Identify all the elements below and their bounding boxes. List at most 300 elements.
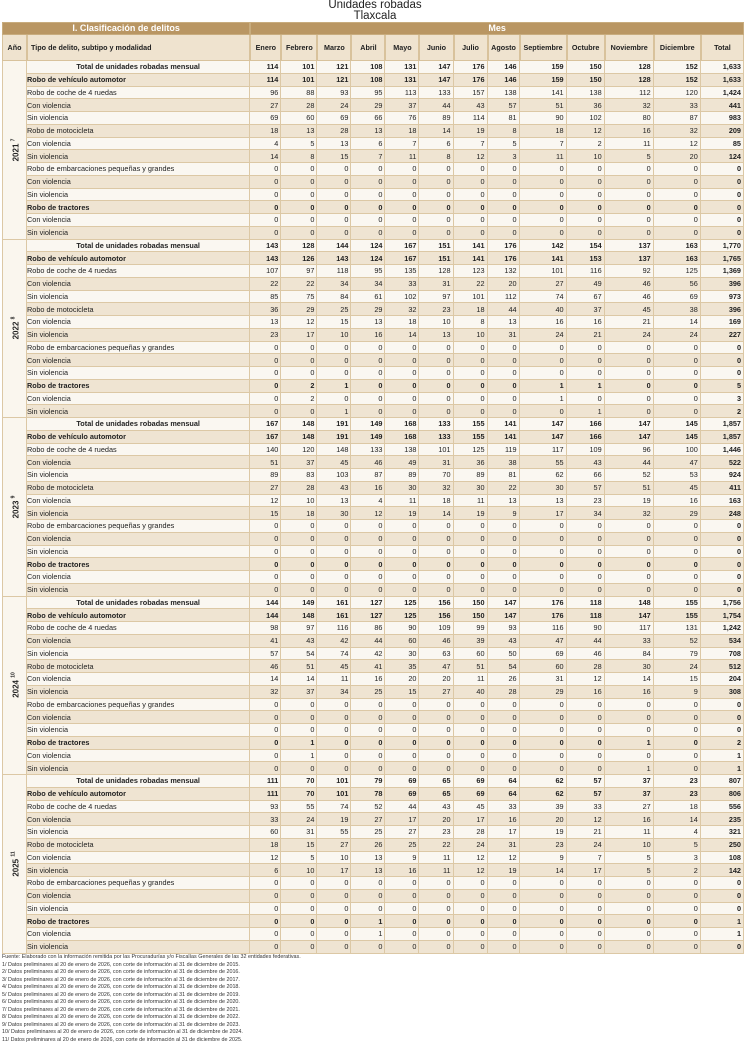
value-cell: 0 <box>250 367 281 380</box>
value-cell: 0 <box>250 584 281 597</box>
value-cell: 0 <box>385 558 419 571</box>
value-cell: 0 <box>488 214 520 227</box>
table-row <box>2 686 744 699</box>
value-cell: 0 <box>385 342 419 355</box>
total-cell: 2 <box>701 737 744 750</box>
table-body <box>2 61 744 954</box>
value-cell: 34 <box>317 278 351 291</box>
value-cell: 9 <box>520 852 567 865</box>
report-title <box>0 0 750 22</box>
value-cell: 13 <box>351 852 385 865</box>
value-cell: 34 <box>317 686 351 699</box>
table-row <box>2 240 744 253</box>
value-cell: 0 <box>605 214 654 227</box>
value-cell: 124 <box>351 240 385 253</box>
table-row <box>2 648 744 661</box>
value-cell: 16 <box>351 482 385 495</box>
table-row <box>2 941 744 954</box>
value-cell: 168 <box>385 431 419 444</box>
value-cell: 141 <box>488 418 520 431</box>
value-cell: 88 <box>281 87 317 100</box>
value-cell: 131 <box>385 61 419 74</box>
value-cell: 19 <box>385 507 419 520</box>
value-cell: 10 <box>317 329 351 342</box>
value-cell: 0 <box>454 711 488 724</box>
value-cell: 42 <box>317 635 351 648</box>
footnote: 6/ Datos preliminares al 20 de enero de 2026, con corte de información al 31 de diciembre de 2020. <box>2 999 240 1006</box>
table-row <box>2 903 744 916</box>
value-cell: 64 <box>488 788 520 801</box>
value-cell: 0 <box>654 380 701 393</box>
value-cell: 20 <box>520 813 567 826</box>
total-cell: 0 <box>701 903 744 916</box>
value-cell: 0 <box>567 533 605 546</box>
value-cell: 0 <box>567 915 605 928</box>
value-cell: 0 <box>317 227 351 240</box>
total-cell: 308 <box>701 686 744 699</box>
value-cell: 22 <box>250 278 281 291</box>
value-cell: 47 <box>654 456 701 469</box>
value-cell: 93 <box>488 622 520 635</box>
year-value: 2025 <box>10 858 20 877</box>
value-cell: 20 <box>419 673 453 686</box>
value-cell: 55 <box>317 826 351 839</box>
value-cell: 16 <box>488 813 520 826</box>
value-cell: 166 <box>567 431 605 444</box>
value-cell: 142 <box>520 240 567 253</box>
table-row <box>2 482 744 495</box>
value-cell: 0 <box>605 342 654 355</box>
value-cell: 121 <box>317 61 351 74</box>
value-cell: 148 <box>281 418 317 431</box>
value-cell: 9 <box>654 686 701 699</box>
table-row <box>2 877 744 890</box>
value-cell: 28 <box>281 99 317 112</box>
value-cell: 0 <box>567 762 605 775</box>
value-cell: 1 <box>281 750 317 763</box>
value-cell: 0 <box>454 354 488 367</box>
row-label: Sin violencia <box>27 648 250 661</box>
value-cell: 127 <box>351 597 385 610</box>
value-cell: 34 <box>351 278 385 291</box>
table-row <box>2 303 744 316</box>
value-cell: 148 <box>317 444 351 457</box>
value-cell: 0 <box>454 176 488 189</box>
value-cell: 0 <box>567 699 605 712</box>
value-cell: 5 <box>605 150 654 163</box>
value-cell: 0 <box>250 750 281 763</box>
total-cell: 924 <box>701 469 744 482</box>
value-cell: 40 <box>454 686 488 699</box>
value-cell: 87 <box>654 112 701 125</box>
value-cell: 0 <box>351 890 385 903</box>
value-cell: 0 <box>605 928 654 941</box>
value-cell: 0 <box>488 163 520 176</box>
value-cell: 149 <box>351 418 385 431</box>
value-cell: 46 <box>250 660 281 673</box>
value-cell: 118 <box>567 609 605 622</box>
table-row <box>2 890 744 903</box>
value-cell: 140 <box>250 444 281 457</box>
value-cell: 0 <box>385 890 419 903</box>
table-row <box>2 724 744 737</box>
total-cell: 1 <box>701 928 744 941</box>
value-cell: 0 <box>385 533 419 546</box>
value-cell: 141 <box>520 87 567 100</box>
value-cell: 176 <box>488 240 520 253</box>
value-cell: 12 <box>567 673 605 686</box>
year-value: 2021 <box>10 143 20 162</box>
value-cell: 103 <box>317 469 351 482</box>
table-row <box>2 699 744 712</box>
row-label: Total de unidades robadas mensual <box>27 597 250 610</box>
value-cell: 0 <box>654 533 701 546</box>
total-cell: 983 <box>701 112 744 125</box>
year-value: 2023 <box>10 500 20 519</box>
value-cell: 0 <box>250 558 281 571</box>
table-row <box>2 928 744 941</box>
value-cell: 0 <box>317 393 351 406</box>
total-cell: 0 <box>701 520 744 533</box>
value-cell: 0 <box>250 533 281 546</box>
value-cell: 125 <box>385 597 419 610</box>
value-cell: 147 <box>520 418 567 431</box>
table-row <box>2 150 744 163</box>
table-row <box>2 431 744 444</box>
value-cell: 0 <box>454 915 488 928</box>
value-cell: 131 <box>385 74 419 87</box>
value-cell: 11 <box>317 673 351 686</box>
value-cell: 55 <box>281 801 317 814</box>
value-cell: 0 <box>520 227 567 240</box>
value-cell: 95 <box>351 87 385 100</box>
value-cell: 45 <box>454 801 488 814</box>
value-cell: 0 <box>419 367 453 380</box>
value-cell: 12 <box>351 507 385 520</box>
value-cell: 89 <box>419 112 453 125</box>
value-cell: 0 <box>317 354 351 367</box>
value-cell: 0 <box>454 584 488 597</box>
value-cell: 0 <box>454 903 488 916</box>
value-cell: 32 <box>385 303 419 316</box>
value-cell: 0 <box>454 928 488 941</box>
value-cell: 156 <box>419 597 453 610</box>
value-cell: 0 <box>250 724 281 737</box>
value-cell: 149 <box>351 431 385 444</box>
total-column-header: Total <box>701 35 744 61</box>
value-cell: 67 <box>567 291 605 304</box>
stolen-units-table <box>2 22 744 954</box>
table-row <box>2 558 744 571</box>
value-cell: 0 <box>605 227 654 240</box>
value-cell: 145 <box>654 418 701 431</box>
value-cell: 16 <box>567 686 605 699</box>
value-cell: 69 <box>520 648 567 661</box>
value-cell: 159 <box>520 61 567 74</box>
value-cell: 151 <box>419 240 453 253</box>
total-cell: 411 <box>701 482 744 495</box>
value-cell: 87 <box>351 469 385 482</box>
value-cell: 66 <box>567 469 605 482</box>
value-cell: 84 <box>317 291 351 304</box>
value-cell: 43 <box>567 456 605 469</box>
value-cell: 14 <box>419 507 453 520</box>
value-cell: 30 <box>385 648 419 661</box>
value-cell: 0 <box>654 737 701 750</box>
table-row <box>2 393 744 406</box>
table-row <box>2 495 744 508</box>
value-cell: 5 <box>281 852 317 865</box>
value-cell: 31 <box>419 278 453 291</box>
value-cell: 0 <box>351 584 385 597</box>
row-label: Robo de motocicleta <box>27 303 250 316</box>
value-cell: 0 <box>250 405 281 418</box>
value-cell: 23 <box>419 826 453 839</box>
total-cell: 0 <box>701 354 744 367</box>
total-cell: 0 <box>701 890 744 903</box>
value-cell: 86 <box>351 622 385 635</box>
value-cell: 0 <box>317 762 351 775</box>
value-cell: 95 <box>351 265 385 278</box>
value-cell: 0 <box>654 877 701 890</box>
value-cell: 0 <box>385 227 419 240</box>
value-cell: 0 <box>605 546 654 559</box>
row-label: Robo de motocicleta <box>27 839 250 852</box>
value-cell: 62 <box>520 775 567 788</box>
value-cell: 52 <box>605 469 654 482</box>
value-cell: 66 <box>351 112 385 125</box>
value-cell: 45 <box>317 660 351 673</box>
value-cell: 0 <box>419 380 453 393</box>
value-cell: 0 <box>250 380 281 393</box>
value-cell: 0 <box>419 163 453 176</box>
value-cell: 0 <box>567 558 605 571</box>
table-row <box>2 418 744 431</box>
value-cell: 109 <box>419 622 453 635</box>
row-label: Robo de embarcaciones pequeñas y grandes <box>27 342 250 355</box>
value-cell: 37 <box>605 788 654 801</box>
table-row <box>2 520 744 533</box>
value-cell: 57 <box>567 482 605 495</box>
value-cell: 52 <box>654 635 701 648</box>
value-cell: 147 <box>419 61 453 74</box>
year-label <box>8 138 21 161</box>
value-cell: 0 <box>317 941 351 954</box>
year-label <box>8 495 21 518</box>
year-label <box>8 317 21 340</box>
value-cell: 0 <box>454 941 488 954</box>
value-cell: 0 <box>654 724 701 737</box>
value-cell: 30 <box>385 482 419 495</box>
value-cell: 0 <box>250 176 281 189</box>
value-cell: 69 <box>454 775 488 788</box>
row-label: Robo de coche de 4 ruedas <box>27 444 250 457</box>
value-cell: 0 <box>605 163 654 176</box>
value-cell: 0 <box>385 201 419 214</box>
value-cell: 26 <box>351 839 385 852</box>
value-cell: 90 <box>567 622 605 635</box>
value-cell: 28 <box>488 686 520 699</box>
value-cell: 69 <box>385 775 419 788</box>
value-cell: 11 <box>454 673 488 686</box>
total-cell: 1,369 <box>701 265 744 278</box>
value-cell: 101 <box>419 444 453 457</box>
footnote: 5/ Datos preliminares al 20 de enero de 2026, con corte de información al 31 de diciembre de 2019. <box>2 991 240 998</box>
table-row <box>2 99 744 112</box>
value-cell: 39 <box>454 635 488 648</box>
value-cell: 114 <box>250 61 281 74</box>
value-cell: 20 <box>654 150 701 163</box>
value-cell: 0 <box>250 227 281 240</box>
value-cell: 13 <box>317 495 351 508</box>
value-cell: 41 <box>250 635 281 648</box>
value-cell: 154 <box>567 240 605 253</box>
value-cell: 28 <box>567 660 605 673</box>
value-cell: 0 <box>488 342 520 355</box>
total-cell: 396 <box>701 303 744 316</box>
value-cell: 0 <box>317 928 351 941</box>
value-cell: 0 <box>317 711 351 724</box>
value-cell: 0 <box>317 176 351 189</box>
value-cell: 97 <box>281 265 317 278</box>
table-row <box>2 367 744 380</box>
value-cell: 32 <box>605 99 654 112</box>
year-value: 2022 <box>10 321 20 340</box>
value-cell: 0 <box>488 354 520 367</box>
value-cell: 0 <box>488 380 520 393</box>
value-cell: 56 <box>654 278 701 291</box>
value-cell: 0 <box>488 928 520 941</box>
year-cell <box>2 418 27 597</box>
value-cell: 37 <box>281 686 317 699</box>
total-cell: 0 <box>701 201 744 214</box>
total-cell: 0 <box>701 367 744 380</box>
value-cell: 28 <box>317 125 351 138</box>
value-cell: 0 <box>250 890 281 903</box>
table-row <box>2 291 744 304</box>
value-cell: 0 <box>520 903 567 916</box>
value-cell: 0 <box>605 354 654 367</box>
value-cell: 14 <box>654 316 701 329</box>
value-cell: 0 <box>654 699 701 712</box>
value-cell: 144 <box>317 240 351 253</box>
total-cell: 1 <box>701 750 744 763</box>
total-cell: 973 <box>701 291 744 304</box>
value-cell: 143 <box>250 252 281 265</box>
value-cell: 0 <box>654 227 701 240</box>
value-cell: 51 <box>520 99 567 112</box>
value-cell: 5 <box>281 138 317 151</box>
footnote: 9/ Datos preliminares al 20 de enero de 2026, con corte de información al 31 de diciembre de 2023. <box>2 1021 240 1028</box>
value-cell: 60 <box>454 648 488 661</box>
row-label: Sin violencia <box>27 150 250 163</box>
value-cell: 0 <box>351 699 385 712</box>
value-cell: 0 <box>250 163 281 176</box>
total-cell: 1,633 <box>701 61 744 74</box>
value-cell: 5 <box>654 839 701 852</box>
value-cell: 0 <box>385 928 419 941</box>
value-cell: 0 <box>351 176 385 189</box>
value-cell: 0 <box>385 214 419 227</box>
value-cell: 10 <box>317 852 351 865</box>
value-cell: 0 <box>567 546 605 559</box>
value-cell: 16 <box>605 125 654 138</box>
value-cell: 18 <box>250 125 281 138</box>
total-cell: 0 <box>701 189 744 202</box>
row-label: Sin violencia <box>27 189 250 202</box>
value-cell: 47 <box>520 635 567 648</box>
value-cell: 0 <box>520 405 567 418</box>
value-cell: 29 <box>654 507 701 520</box>
value-cell: 0 <box>419 571 453 584</box>
value-cell: 0 <box>317 737 351 750</box>
value-cell: 17 <box>454 813 488 826</box>
value-cell: 0 <box>654 915 701 928</box>
value-cell: 16 <box>605 686 654 699</box>
title-line-2: Tlaxcala <box>353 10 397 22</box>
value-cell: 0 <box>567 928 605 941</box>
value-cell: 12 <box>454 864 488 877</box>
value-cell: 31 <box>281 826 317 839</box>
value-cell: 116 <box>520 622 567 635</box>
value-cell: 69 <box>317 112 351 125</box>
value-cell: 0 <box>567 354 605 367</box>
value-cell: 33 <box>567 801 605 814</box>
value-cell: 156 <box>419 609 453 622</box>
value-cell: 167 <box>385 240 419 253</box>
value-cell: 0 <box>385 571 419 584</box>
value-cell: 80 <box>605 112 654 125</box>
value-cell: 0 <box>281 571 317 584</box>
value-cell: 121 <box>317 74 351 87</box>
value-cell: 0 <box>520 176 567 189</box>
value-cell: 0 <box>419 393 453 406</box>
table-row <box>2 737 744 750</box>
month-column-header: Septiembre <box>520 35 567 61</box>
footnote: 7/ Datos preliminares al 20 de enero de 2026, con corte de información al 31 de diciembre de 2021. <box>2 1006 240 1013</box>
value-cell: 19 <box>488 864 520 877</box>
value-cell: 1 <box>281 737 317 750</box>
value-cell: 6 <box>351 138 385 151</box>
value-cell: 45 <box>317 456 351 469</box>
value-cell: 0 <box>419 903 453 916</box>
row-label: Robo de tractores <box>27 915 250 928</box>
value-cell: 61 <box>351 291 385 304</box>
value-cell: 0 <box>520 354 567 367</box>
value-cell: 21 <box>605 316 654 329</box>
value-cell: 57 <box>567 775 605 788</box>
row-label: Con violencia <box>27 673 250 686</box>
value-cell: 0 <box>654 750 701 763</box>
value-cell: 0 <box>385 877 419 890</box>
value-cell: 51 <box>605 482 654 495</box>
value-cell: 13 <box>281 125 317 138</box>
total-cell: 235 <box>701 813 744 826</box>
row-label: Robo de motocicleta <box>27 660 250 673</box>
total-cell: 1,756 <box>701 597 744 610</box>
value-cell: 32 <box>654 125 701 138</box>
value-cell: 0 <box>385 711 419 724</box>
row-label: Sin violencia <box>27 469 250 482</box>
value-cell: 0 <box>317 201 351 214</box>
value-cell: 1 <box>605 737 654 750</box>
value-cell: 0 <box>419 915 453 928</box>
table-row <box>2 775 744 788</box>
value-cell: 0 <box>419 890 453 903</box>
value-cell: 176 <box>520 609 567 622</box>
value-cell: 13 <box>488 316 520 329</box>
value-cell: 148 <box>281 431 317 444</box>
